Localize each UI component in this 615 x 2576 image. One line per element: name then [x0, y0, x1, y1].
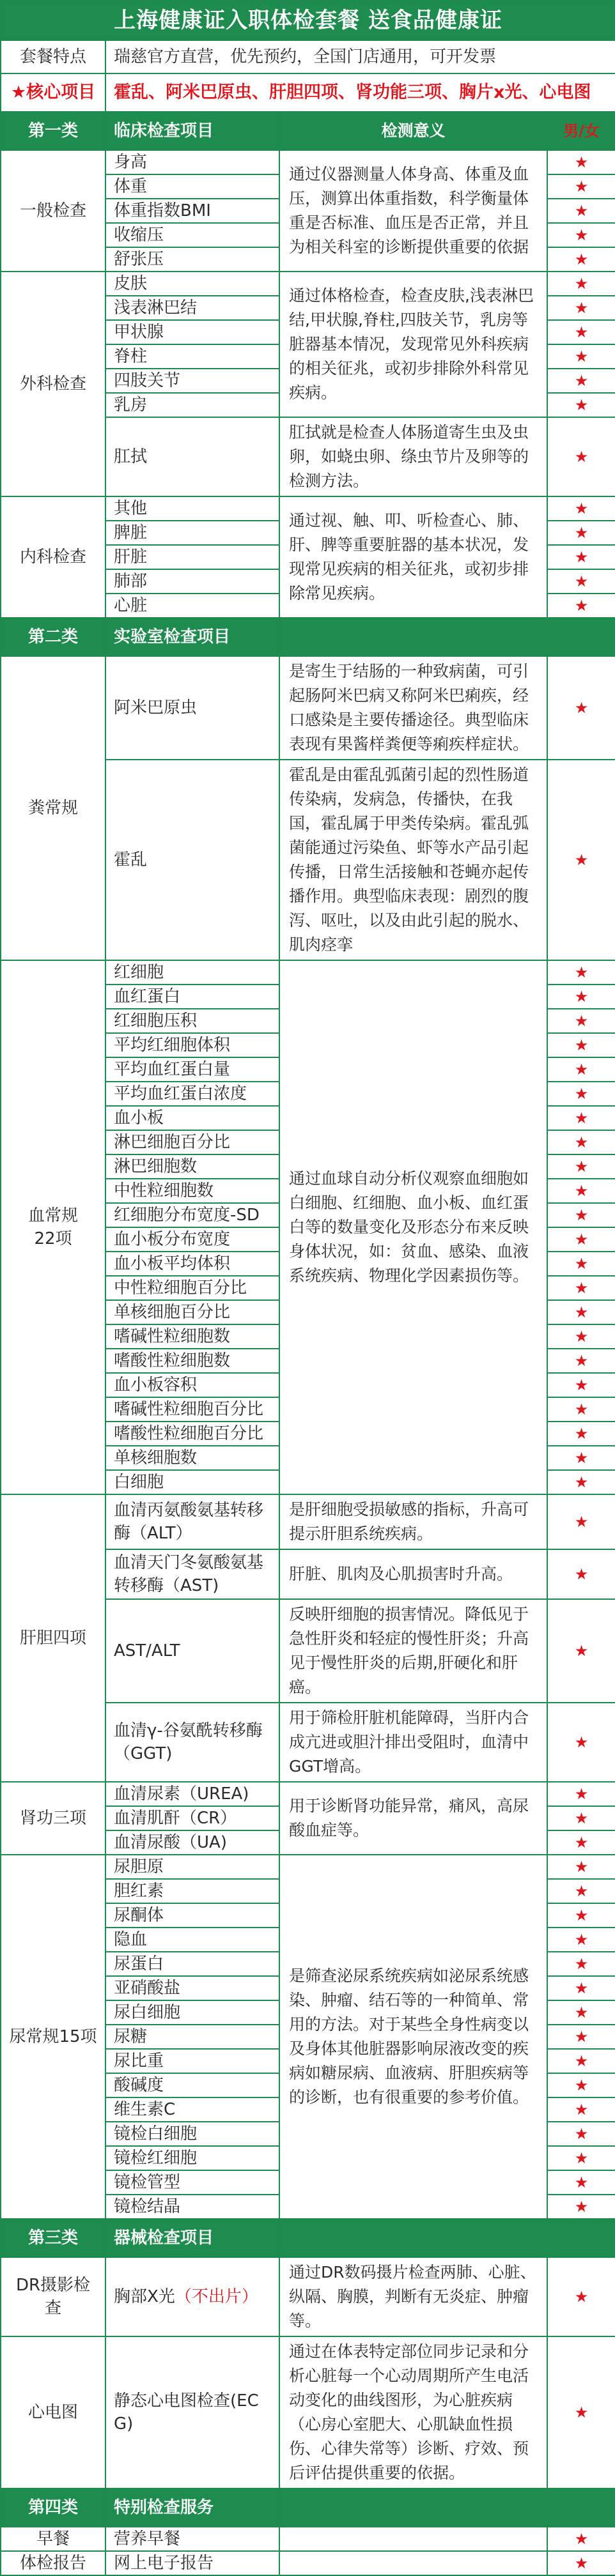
- star-icon: ★: [547, 1057, 615, 1082]
- star-icon: ★: [547, 2049, 615, 2073]
- item-description: 是寄生于结肠的一种致病菌，可引起肠阿米巴病又称阿米巴痢疾，经口感染是主要传播途径。典型临床表现有果酱样粪便等痢疾样症状。: [279, 656, 547, 760]
- item-name-cell: [105, 1494, 279, 1549]
- core-label: ★核心项目: [1, 73, 105, 112]
- item-name: 红细胞: [114, 963, 164, 982]
- section-name: 器械检查项目: [105, 2219, 279, 2257]
- item-description: [279, 2527, 547, 2551]
- item-row: [1, 1782, 615, 1806]
- item-name: 血红蛋白: [114, 987, 181, 1006]
- features-row: [1, 40, 615, 73]
- star-icon: ★: [547, 1179, 615, 1203]
- item-description: 用于诊断肾功能异常，痛风，高尿酸血症等。: [279, 1782, 547, 1855]
- item-row: [1, 1494, 615, 1549]
- star-icon: ★: [547, 545, 615, 569]
- item-name-cell: [105, 1227, 279, 1252]
- item-name: 血小板容积: [114, 1376, 198, 1395]
- features-text: 瑞慈官方直营，优先预约，全国门店通用，可开发票: [105, 40, 615, 73]
- star-icon: ★: [547, 2170, 615, 2195]
- star-icon: ★: [547, 1252, 615, 1276]
- star-icon: ★: [547, 1830, 615, 1855]
- item-name: 甲状腺: [114, 323, 164, 342]
- item-name-cell: [105, 1276, 279, 1300]
- item-name: 嗜碱性粒细胞数: [114, 1327, 231, 1346]
- item-name: 酸碱度: [114, 2076, 164, 2095]
- item-name-cell: [105, 1952, 279, 1976]
- item-name-cell: [105, 369, 279, 393]
- item-name-cell: [105, 1397, 279, 1422]
- item-name-cell: [105, 760, 279, 960]
- item-name-cell: [105, 1349, 279, 1373]
- item-row: [1, 1855, 615, 1879]
- section-number: 第二类: [1, 618, 105, 656]
- item-name: 镜检红细胞: [114, 2149, 198, 2168]
- item-name: 隐血: [114, 1930, 148, 1949]
- star-icon: ★: [547, 1903, 615, 1928]
- item-name-cell: [105, 2000, 279, 2025]
- item-name: 尿比重: [114, 2051, 164, 2071]
- item-name-cell: [105, 960, 279, 985]
- section-meaning-header: [279, 618, 547, 656]
- item-row: [1, 960, 615, 985]
- item-name: 血清丙氨酸氨基转移酶（ALT）: [114, 1501, 264, 1543]
- item-name-cell: [105, 296, 279, 320]
- item-row: [1, 496, 615, 521]
- item-name-cell: [105, 1130, 279, 1154]
- item-name: 血小板平均体积: [114, 1254, 231, 1273]
- category-cell: [1, 2551, 105, 2575]
- item-name: AST/ALT: [114, 1641, 180, 1660]
- star-icon: ★: [547, 1082, 615, 1106]
- star-icon: ★: [547, 2073, 615, 2097]
- section-header-row: [1, 2488, 615, 2527]
- item-name-cell: [105, 1806, 279, 1830]
- section-number: 第三类: [1, 2219, 105, 2257]
- item-name-cell: [105, 1033, 279, 1057]
- section-number: 第一类: [1, 112, 105, 150]
- item-description: 通过视、触、叩、听检查心、肺、肝、脾等重要脏器的基本状况，发现常见疾病的相关征兆，或初步排除常见疾病。: [279, 496, 547, 618]
- star-icon: ★: [547, 521, 615, 545]
- core-text: 霍乱、阿米巴原虫、肝胆四项、肾功能三项、胸片x光、心电图: [105, 73, 615, 112]
- item-name-cell: [105, 2195, 279, 2219]
- star-icon: ★: [547, 2336, 615, 2488]
- item-name: 血清天门冬氨酸氨基转移酶（AST): [114, 1553, 264, 1595]
- item-name-cell: [105, 1300, 279, 1324]
- item-name: 身高: [114, 153, 148, 172]
- item-name: 尿白细胞: [114, 2003, 181, 2022]
- page-title: 上海健康证入职体检套餐 送食品健康证: [1, 1, 615, 40]
- item-name: 单核细胞百分比: [114, 1303, 231, 1322]
- section-gender-header: 男/女: [547, 112, 615, 150]
- item-name-cell: [105, 174, 279, 199]
- item-name-cell: [105, 2551, 279, 2575]
- item-name: 中性粒细胞百分比: [114, 1278, 247, 1298]
- item-name: 皮肤: [114, 274, 148, 293]
- item-name-cell: [105, 1830, 279, 1855]
- category-name: 粪常规: [27, 799, 78, 818]
- item-name: 血清肌酐（CR）: [114, 1809, 237, 1828]
- item-name-cell: [105, 1179, 279, 1203]
- item-name-cell: [105, 496, 279, 521]
- item-description: 霍乱是由霍乱弧菌引起的烈性肠道传染病，发病急，传播快，在我国，霍乱属于甲类传染病。霍乱弧菌能通过污染鱼、虾等水产品引起传播，日常生活接触和苍蝇亦起传播作用。典型临床表现：剧烈的腹泻、呕吐，以及由此引起的脱水、肌肉痉挛: [279, 760, 547, 960]
- item-name-cell: [105, 1470, 279, 1494]
- item-name-cell: [105, 1373, 279, 1397]
- item-name-cell: [105, 1422, 279, 1446]
- category-name: 肝胆四项: [19, 1629, 86, 1648]
- star-icon: ★: [547, 2527, 615, 2551]
- item-row: [1, 2257, 615, 2336]
- category-name: 一般检查: [19, 201, 86, 220]
- item-name-cell: [105, 2170, 279, 2195]
- star-icon: ★: [547, 656, 615, 760]
- item-description: [279, 2551, 547, 2575]
- item-name: 淋巴细胞百分比: [114, 1133, 231, 1152]
- item-name-cell: [105, 985, 279, 1009]
- item-name-cell: [105, 656, 279, 760]
- item-name-cell: [105, 1106, 279, 1130]
- item-description: 是筛查泌尿系统疾病如泌尿系统感染、肿瘤、结石等的一种简单、常用的方法。对于某些全身性病变以及身体其他脏器影响尿液改变的疾病如糖尿病、血液病、肝胆疾病等的诊断，也有很重要的参考价值。: [279, 1855, 547, 2219]
- star-icon: ★: [547, 272, 615, 296]
- item-name-cell: [105, 1599, 279, 1703]
- item-name-cell: [105, 1446, 279, 1470]
- item-name-cell: [105, 2073, 279, 2097]
- star-icon: ★: [547, 1130, 615, 1154]
- item-note: （不出片）: [175, 2287, 258, 2306]
- category-cell: [1, 960, 105, 1494]
- category-name: 尿常规15项: [9, 2027, 97, 2046]
- item-name: 镜检结晶: [114, 2197, 181, 2216]
- item-name: 尿酮体: [114, 1906, 164, 1925]
- item-name: 红细胞分布宽度-SD: [114, 1206, 260, 1225]
- star-icon: ★: [547, 2122, 615, 2146]
- item-name-cell: [105, 272, 279, 296]
- item-name-cell: [105, 1154, 279, 1179]
- section-header-row: [1, 618, 615, 656]
- star-icon: ★: [547, 199, 615, 223]
- item-name-cell: [105, 1855, 279, 1879]
- star-icon: ★: [547, 1879, 615, 1903]
- item-name: 心脏: [114, 596, 148, 615]
- star-icon: ★: [547, 393, 615, 417]
- item-name: 白细胞: [114, 1473, 164, 1492]
- item-description: 反映肝细胞的损害情况。降低见于急性肝炎和轻症的慢性肝炎；升高见于慢性肝炎的后期,肝硬化和肝癌。: [279, 1599, 547, 1703]
- item-name-cell: [105, 393, 279, 417]
- star-icon: ★: [547, 1976, 615, 2000]
- category-cell: [1, 2336, 105, 2488]
- core-items-row: [1, 73, 615, 112]
- item-name: 收缩压: [114, 226, 164, 245]
- item-name: 单核细胞数: [114, 1448, 198, 1468]
- item-name-cell: [105, 199, 279, 223]
- item-name-cell: [105, 1252, 279, 1276]
- category-cell: [1, 2527, 105, 2551]
- item-name: 霍乱: [114, 850, 148, 870]
- item-name: 嗜碱性粒细胞百分比: [114, 1400, 264, 1419]
- category-cell: [1, 1494, 105, 1782]
- category-name: 内科检查: [19, 548, 86, 567]
- item-name-cell: [105, 1903, 279, 1928]
- item-name-cell: [105, 1009, 279, 1033]
- item-name-cell: [105, 1928, 279, 1952]
- item-row: [1, 272, 615, 296]
- star-icon: ★: [547, 223, 615, 247]
- item-name: 中性粒细胞数: [114, 1181, 214, 1200]
- category-name: DR摄影检查: [15, 2276, 91, 2318]
- section-meaning-header: [279, 2219, 547, 2257]
- section-gender-header: [547, 618, 615, 656]
- item-name: 维生素C: [114, 2100, 176, 2119]
- item-row: [1, 2336, 615, 2488]
- star-icon: ★: [547, 1033, 615, 1057]
- star-icon: ★: [547, 1782, 615, 1806]
- category-cell: [1, 1782, 105, 1855]
- item-name: 血清尿素（UREA): [114, 1784, 249, 1804]
- item-name: 血小板分布宽度: [114, 1230, 231, 1249]
- category-cell: [1, 150, 105, 272]
- star-icon: ★: [547, 417, 615, 496]
- star-icon: ★: [547, 1349, 615, 1373]
- category-name: 心电图: [27, 2403, 78, 2422]
- item-name-cell: [105, 223, 279, 247]
- item-row: [1, 656, 615, 760]
- item-description: 肛拭就是检查人体肠道寄生虫及虫卵，如蛲虫卵、绦虫节片及卵等的检测方法。: [279, 417, 547, 496]
- item-description: 通过血球自动分析仪观察血细胞如白细胞、红细胞、血小板、血红蛋白等的数量变化及形态分布来反映身体状况，如：贫血、感染、血液系统疾病、物理化学因素损伤等。: [279, 960, 547, 1494]
- item-name: 亚硝酸盐: [114, 1979, 181, 1998]
- star-icon: ★: [547, 1324, 615, 1349]
- item-name-cell: [105, 1082, 279, 1106]
- item-name-cell: [105, 1057, 279, 1082]
- item-name-cell: [105, 2336, 279, 2488]
- item-name: 其他: [114, 499, 148, 518]
- item-name-cell: [105, 417, 279, 496]
- section-header-row: [1, 2219, 615, 2257]
- item-name: 体重: [114, 177, 148, 196]
- star-icon: ★: [547, 369, 615, 393]
- item-name-cell: [105, 2527, 279, 2551]
- item-name: 四肢关节: [114, 371, 181, 390]
- category-cell: [1, 2257, 105, 2336]
- star-icon: ★: [547, 1806, 615, 1830]
- item-name-cell: [105, 320, 279, 344]
- star-icon: ★: [547, 569, 615, 594]
- item-name: 浅表淋巴结: [114, 298, 198, 318]
- star-icon: ★: [547, 174, 615, 199]
- star-icon: ★: [547, 320, 615, 344]
- item-name: 镜检白细胞: [114, 2124, 198, 2143]
- item-name: 舒张压: [114, 250, 164, 269]
- category-name: 肾功三项: [19, 1809, 86, 1828]
- item-name: 乳房: [114, 395, 148, 415]
- star-icon: ★: [547, 1300, 615, 1324]
- item-name-cell: [105, 521, 279, 545]
- star-icon: ★: [547, 344, 615, 369]
- category-cell: [1, 656, 105, 960]
- item-description: 用于筛检肝脏机能障碍，当肝内合成亢进或胆汁排出受阻时，血清中GGT增高。: [279, 1703, 547, 1782]
- item-name-cell: [105, 1703, 279, 1782]
- item-description: 肝脏、肌肉及心肌损害时升高。: [279, 1549, 547, 1599]
- star-icon: ★: [547, 960, 615, 985]
- section-gender-header: [547, 2488, 615, 2527]
- item-name: 嗜酸性粒细胞数: [114, 1351, 231, 1370]
- star-icon: ★: [547, 247, 615, 272]
- item-name: 胆红素: [114, 1882, 164, 1901]
- star-icon: ★: [547, 594, 615, 618]
- item-name-cell: [105, 1324, 279, 1349]
- category-name: 体检报告: [19, 2554, 86, 2573]
- item-name: 嗜酸性粒细胞百分比: [114, 1424, 264, 1443]
- item-name: 血小板: [114, 1108, 164, 1128]
- star-icon: ★: [547, 985, 615, 1009]
- item-name: 淋巴细胞数: [114, 1157, 198, 1176]
- item-name-cell: [105, 545, 279, 569]
- item-name: 阿米巴原虫: [114, 698, 198, 717]
- item-description: 通过在体表特定部位同步记录和分析心脏每一个心动周期所产生电活动变化的曲线图形，为心脏疾病（心房心室肥大、心肌缺血性损伤、心律失常等）诊断、疗效、预后评估提供重要的依据。: [279, 2336, 547, 2488]
- item-name: 胸部X光: [114, 2287, 175, 2306]
- section-meaning-header: 检测意义: [279, 112, 547, 150]
- category-name: 血常规: [27, 1206, 78, 1225]
- item-name-cell: [105, 1782, 279, 1806]
- item-name-cell: [105, 594, 279, 618]
- item-name: 平均血红蛋白量: [114, 1060, 231, 1079]
- item-description: 通过DR数码摄片检查两肺、心脏、纵隔、胸膜，判断有无炎症、肿瘤等。: [279, 2257, 547, 2336]
- section-gender-header: [547, 2219, 615, 2257]
- star-icon: ★: [547, 1422, 615, 1446]
- item-name-cell: [105, 1549, 279, 1599]
- item-name: 血清尿酸（UA): [114, 1833, 227, 1852]
- star-icon: ★: [547, 1549, 615, 1599]
- star-icon: ★: [547, 1203, 615, 1227]
- star-icon: ★: [547, 760, 615, 960]
- star-icon: ★: [547, 2551, 615, 2575]
- star-icon: ★: [547, 2097, 615, 2122]
- item-name: 尿糖: [114, 2027, 148, 2046]
- item-name: 尿蛋白: [114, 1954, 164, 1974]
- star-icon: ★: [547, 1227, 615, 1252]
- item-name: 平均血红蛋白浓度: [114, 1084, 247, 1103]
- star-icon: ★: [547, 1009, 615, 1033]
- item-row: [1, 2551, 615, 2575]
- section-name: 特别检查服务: [105, 2488, 279, 2527]
- item-description: 通过体格检查，检查皮肤,浅表淋巴结,甲状腺,脊柱,四肢关节，乳房等脏器基本情况，发现常见外科疾病的相关征兆，或初步排除外科常见疾病。: [279, 272, 547, 417]
- item-description: 是肝细胞受损敏感的指标，升高可提示肝胆系统疾病。: [279, 1494, 547, 1549]
- section-name: 实验室检查项目: [105, 618, 279, 656]
- item-name: 平均红细胞体积: [114, 1036, 231, 1055]
- item-name-cell: [105, 150, 279, 174]
- star-icon: ★: [547, 1470, 615, 1494]
- star-icon: ★: [547, 1373, 615, 1397]
- item-row: [1, 2527, 615, 2551]
- star-icon: ★: [547, 1952, 615, 1976]
- category-cell: [1, 1855, 105, 2219]
- item-name-cell: [105, 2146, 279, 2170]
- star-icon: ★: [547, 1276, 615, 1300]
- item-name: 镜检管型: [114, 2173, 181, 2192]
- item-name-cell: [105, 2122, 279, 2146]
- section-header-row: [1, 112, 615, 150]
- star-icon: ★: [547, 150, 615, 174]
- star-icon: ★: [547, 1494, 615, 1549]
- star-icon: ★: [547, 2146, 615, 2170]
- item-description: 通过仪器测量人体身高、体重及血压，测算出体重指数，科学衡量体重是否标准、血压是否正常，并且为相关科室的诊断提供重要的依据: [279, 150, 547, 272]
- item-name-cell: [105, 247, 279, 272]
- category-cell: [1, 272, 105, 496]
- item-name: 血清γ-谷氨酰转移酶（GGT): [114, 1721, 263, 1763]
- star-icon: ★: [547, 2025, 615, 2049]
- item-name-cell: [105, 1976, 279, 2000]
- star-icon: ★: [547, 2195, 615, 2219]
- item-name: 营养早餐: [114, 2529, 181, 2549]
- item-name: 静态心电图检查(ECG): [114, 2391, 259, 2434]
- features-label: 套餐特点: [1, 40, 105, 73]
- star-icon: ★: [547, 496, 615, 521]
- item-name: 尿胆原: [114, 1857, 164, 1876]
- item-name: 红细胞压积: [114, 1011, 198, 1031]
- item-name: 肺部: [114, 572, 148, 591]
- category-cell: [1, 496, 105, 618]
- section-number: 第四类: [1, 2488, 105, 2527]
- item-name-cell: [105, 344, 279, 369]
- star-icon: ★: [547, 1599, 615, 1703]
- item-name: 肛拭: [114, 447, 148, 466]
- category-name: 早餐: [36, 2529, 70, 2549]
- star-icon: ★: [547, 1446, 615, 1470]
- star-icon: ★: [547, 1855, 615, 1879]
- star-icon: ★: [547, 1106, 615, 1130]
- section-meaning-header: [279, 2488, 547, 2527]
- star-icon: ★: [547, 1928, 615, 1952]
- item-name-cell: [105, 1203, 279, 1227]
- item-name-cell: [105, 2097, 279, 2122]
- category-sub: 22项: [34, 1229, 72, 1248]
- star-icon: ★: [547, 296, 615, 320]
- item-name-cell: [105, 2049, 279, 2073]
- item-name-cell: [105, 569, 279, 594]
- item-name: 体重指数BMI: [114, 201, 211, 220]
- item-name-cell: [105, 2025, 279, 2049]
- star-icon: ★: [547, 2000, 615, 2025]
- star-icon: ★: [547, 2257, 615, 2336]
- item-name-cell: [105, 2257, 279, 2336]
- star-icon: ★: [547, 1703, 615, 1782]
- item-name: 肝脏: [114, 548, 148, 567]
- item-name: 脾脏: [114, 523, 148, 542]
- title-row: [1, 1, 615, 40]
- star-icon: ★: [547, 1397, 615, 1422]
- section-name: 临床检查项目: [105, 112, 279, 150]
- star-icon: ★: [547, 1154, 615, 1179]
- item-name-cell: [105, 1879, 279, 1903]
- item-name: 网上电子报告: [114, 2554, 214, 2573]
- item-name: 脊柱: [114, 347, 148, 366]
- item-row: [1, 150, 615, 174]
- category-name: 外科检查: [19, 374, 86, 394]
